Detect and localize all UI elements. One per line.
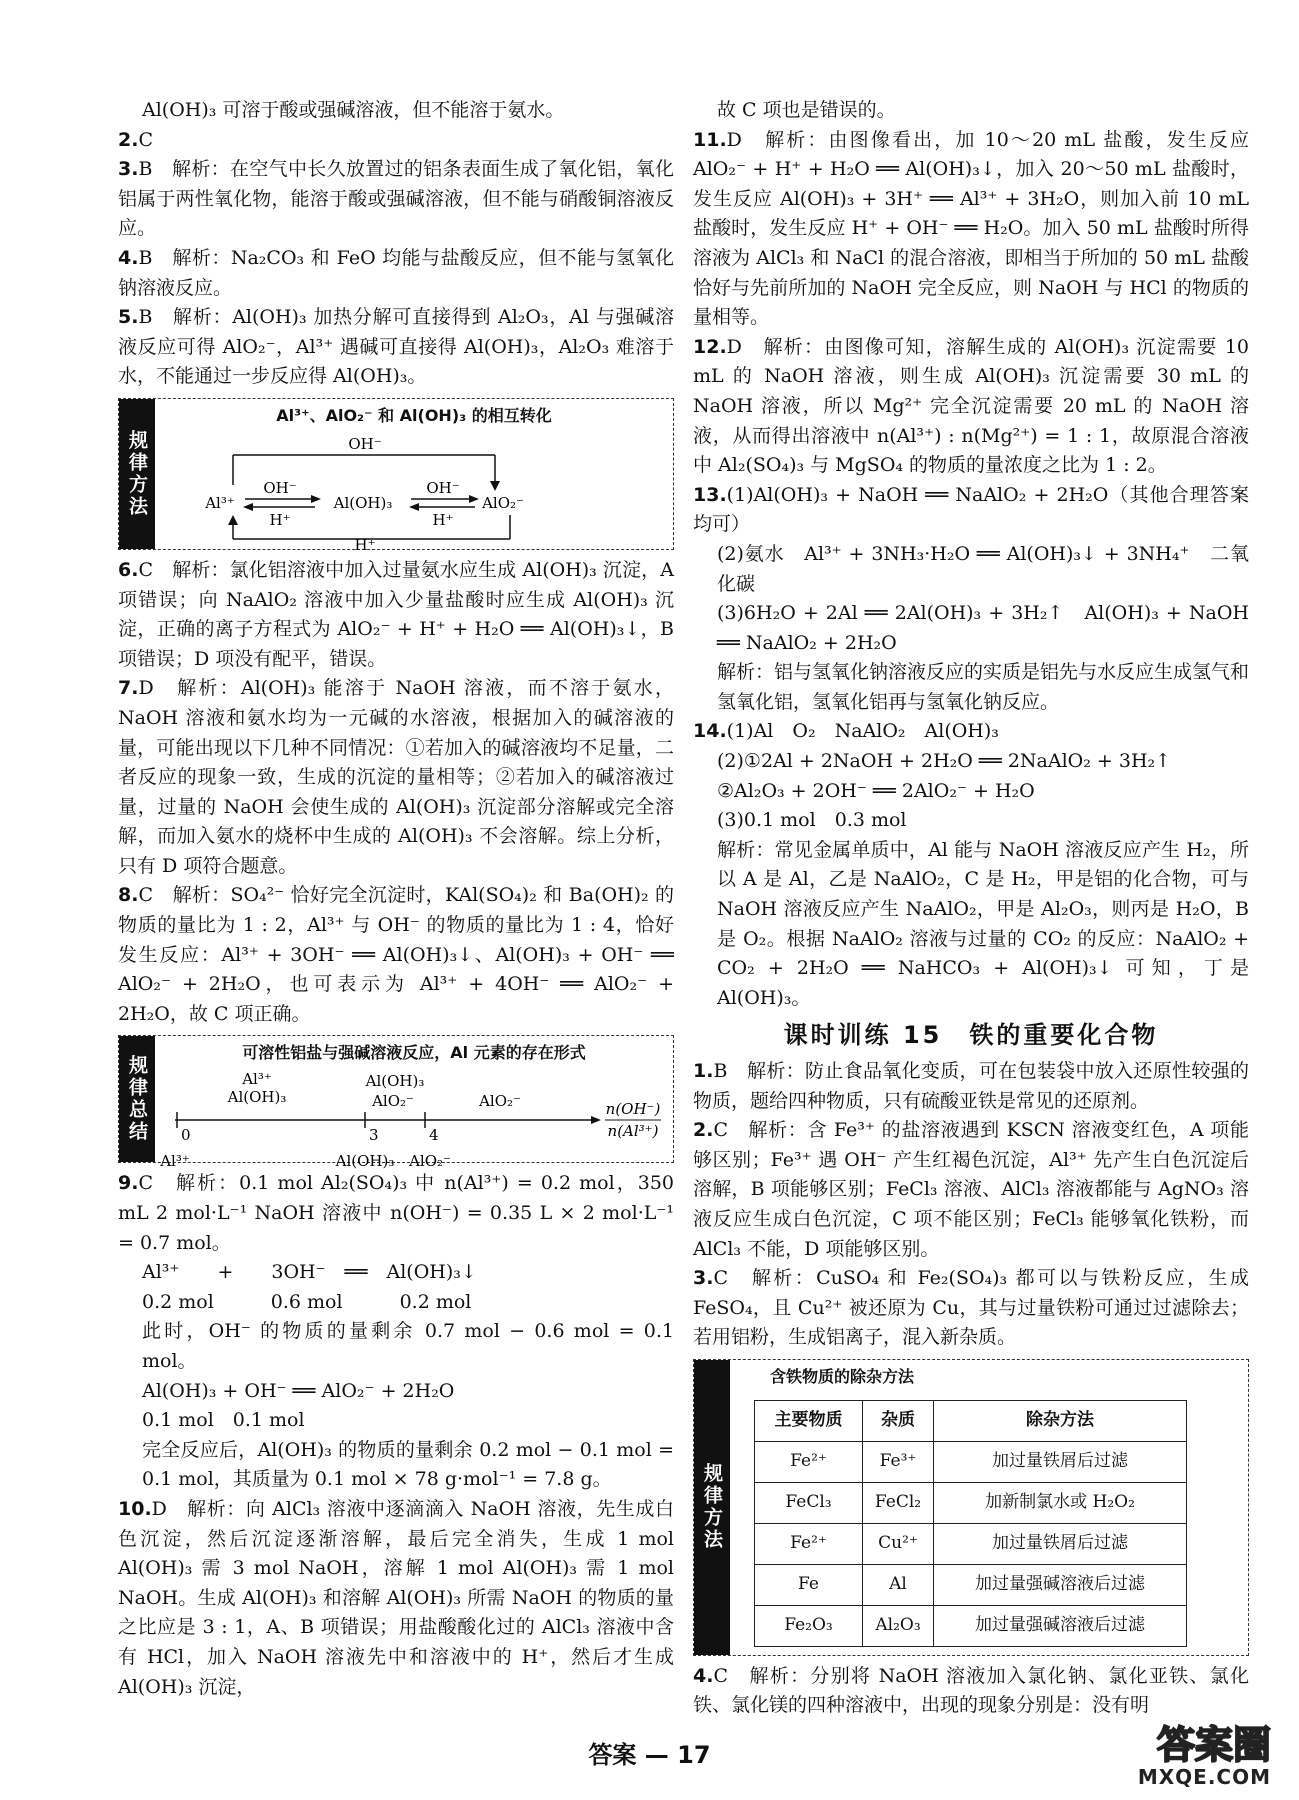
section-answer-1: 1.B 解析：防止食品氧化变质，可在包装袋中放入还原性较强的物质，题给四种物质，只有硫酸亚铁是常见的还原剂。 <box>693 1060 1249 1112</box>
answer-13-part2: (2)氨水 Al³⁺ + 3NH₃·H₂O ══ Al(OH)₃↓ + 3NH₄⁺ 二氧化碳 <box>717 542 1249 595</box>
answer-2: 2.C <box>118 128 153 151</box>
answer-14-part2: (2)①2Al + 2NaOH + 2H₂O ══ 2NaAlO₂ + 3H₂↑ <box>717 750 1172 773</box>
table-cell: FeCl₂ <box>863 1482 934 1523</box>
watermark-title: 答案圈 <box>1156 1723 1271 1767</box>
box-tag: 规律总结 <box>119 1036 155 1162</box>
table-cell: 加过量铁屑后过滤 <box>934 1523 1187 1564</box>
section-answer-4: 4.C 解析：分别将 NaOH 溶液加入氯化钠、氯化亚铁、氯化铁、氯化镁的四种溶液中，出现的现象分别是：没有明 <box>693 1664 1249 1717</box>
answer-continuation: Al(OH)₃ 可溶于酸或强碱溶液，但不能溶于氨水。 <box>142 99 565 121</box>
region1-top-b: Al(OH)₃ <box>227 1088 287 1107</box>
answer-10-continuation: 故 C 项也是错误的。 <box>717 99 896 121</box>
answer-9: 9.C 解析：0.1 mol Al₂(SO₄)₃ 中 n(Al³⁺) = 0.2 mol，350 mL 2 mol·L⁻¹ NaOH 溶液中 n(OH⁻) = 0.35 L × 2 mol·L⁻¹ = 0.7 mol。 <box>118 1172 674 1254</box>
answer-3: 3.B 解析：在空气中长久放置过的铝条表面生成了氧化铝，氧化铝属于两性氧化物，能溶于酸或强碱溶液，但不能与硝酸铜溶液反应。 <box>118 158 674 240</box>
table-cell: Fe³⁺ <box>863 1441 934 1482</box>
answer-6: 6.C 解析：氯化铝溶液中加入过量氨水应生成 Al(OH)₃ 沉淀，A 项错误；向 NaAlO₂ 溶液中加入少量盐酸时应生成 Al(OH)₃ 沉淀，正确的离子方程式为 AlO₂⁻ + H⁺ + H₂O ══ Al(OH)₃↓，B 项错误；D 项没有配平，错误。 <box>118 558 674 670</box>
table-cell: Fe₂O₃ <box>755 1605 863 1646</box>
table-cell: 加过量强碱溶液后过滤 <box>934 1605 1187 1646</box>
section-heading: 课时训练 15 铁的重要化合物 <box>783 1021 1159 1050</box>
header-cell: 主要物质 <box>755 1400 863 1441</box>
rule-box-iron-removal <box>693 1359 1249 1656</box>
label-h-bottom: H⁺ <box>354 535 376 551</box>
node-aloh3: Al(OH)₃ <box>333 493 393 512</box>
answer-10: 10.D 解析：向 AlCl₃ 溶液中逐滴滴入 NaOH 溶液，先生成白色沉淀，然后沉淀逐渐溶解，最后完全消失，生成 1 mol Al(OH)₃ 需 3 mol NaOH，溶解 1 mol Al(OH)₃ 需 1 mol NaOH。生成 Al(OH)₃ 和溶解 Al(OH)₃ 所需 NaOH 的物质的量之比应是 3 : 1，A、B 项错误；用盐酸酸化过的 AlCl₃ 溶液中含有 HCl，加入 NaOH 溶液先中和溶液中的 H⁺，然后才生成 Al(OH)₃ 沉淀， <box>118 1497 674 1698</box>
tick-4: 4 <box>429 1126 439 1145</box>
answer-11: 11.D 解析：由图像看出，加 10～20 mL 盐酸，发生反应 AlO₂⁻ + H⁺ + H₂O ══ Al(OH)₃↓，加入 20～50 mL 盐酸时，发生反应 Al(OH)₃ + 3H⁺ ══ Al³⁺ + 3H₂O，则加入前 10 mL 盐酸时，发生反应 H⁺ + OH⁻ ══ H₂O。加入 50 mL 盐酸时所得溶液为 AlCl₃ 和 NaCl 的混合溶液，即相当于所加的 50 mL 盐酸恰好与先前所加的 NaOH 完全反应，则 NaOH 与 HCl 的物质的量相等。 <box>693 128 1249 329</box>
answer-13: 13.(1)Al(OH)₃ + NaOH ══ NaAlO₂ + 2H₂O（其他合理答案均可） <box>693 483 1249 536</box>
table-header-row <box>755 1400 1187 1441</box>
region3-top: AlO₂⁻ <box>479 1092 521 1111</box>
table-row <box>755 1605 1187 1646</box>
answer-13-part3: (3)6H₂O + 2Al ══ 2Al(OH)₃ + 3H₂↑ Al(OH)₃ + NaOH ══ NaAlO₂ + 2H₂O <box>717 602 1249 654</box>
answer-9-result: 完全反应后，Al(OH)₃ 的物质的量剩余 0.2 mol − 0.1 mol = 0.1 mol，其质量为 0.1 mol × 78 g·mol⁻¹ = 7.8 g。 <box>142 1438 674 1491</box>
answer-14-part2b: ②Al₂O₃ + 2OH⁻ ══ 2AlO₂⁻ + H₂O <box>717 779 1035 802</box>
answer-9-step: 此时，OH⁻ 的物质的量剩余 0.7 mol − 0.6 mol = 0.1 mol。 <box>142 1320 674 1372</box>
region2-top: Al(OH)₃ <box>365 1072 425 1091</box>
label-h-left: H⁺ <box>269 510 291 529</box>
table-cell: Al <box>863 1564 934 1605</box>
box-tag: 规律方法 <box>119 399 155 549</box>
left-column <box>118 96 674 1702</box>
rule-box-summary <box>118 1035 674 1171</box>
region2-top-b: AlO₂⁻ <box>372 1092 414 1111</box>
table-cell: Cu²⁺ <box>863 1523 934 1564</box>
table-row <box>755 1564 1187 1605</box>
box-title: 含铁物质的除杂方法 <box>770 1366 915 1386</box>
answer-14: 14.(1)Al O₂ NaAlO₂ Al(OH)₃ <box>693 720 999 743</box>
equation-2: Al(OH)₃ + OH⁻ ══ AlO₂⁻ + 2H₂O <box>142 1379 455 1402</box>
table-cell: 加过量铁屑后过滤 <box>934 1441 1187 1482</box>
table-row <box>755 1441 1187 1482</box>
table-row <box>755 1482 1187 1523</box>
section-answer-3: 3.C 解析：CuSO₄ 和 Fe₂(SO₄)₃ 都可以与铁粉反应，生成 FeSO₄，且 Cu²⁺ 被还原为 Cu，其与过量铁粉可通过过滤除去；若用铝粉，生成铝离子，混入新杂质。 <box>693 1267 1249 1349</box>
tick-3: 3 <box>369 1126 379 1145</box>
ratio-numerator: n(OH⁻) <box>605 1100 661 1119</box>
answer-14-explanation: 解析：常见金属单质中，Al 能与 NaOH 溶液反应产生 H₂，所以 A 是 Al，乙是 NaAlO₂，C 是 H₂，甲是铝的化合物，可与 NaOH 溶液反应产生 NaAlO₂，甲是 Al₂O₃，则丙是 H₂O，B 是 O₂。根据 NaAlO₂ 溶液与过量的 CO₂ 的反应：NaAlO₂ + CO₂ + 2H₂O ══ NaHCO₃ + Al(OH)₃↓ 可知，丁是 Al(OH)₃。 <box>717 838 1249 1009</box>
table-cell: 加过量强碱溶液后过滤 <box>934 1564 1187 1605</box>
point4-label: AlO₂⁻ <box>409 1152 451 1171</box>
node-al3: Al³⁺ <box>205 493 235 512</box>
label-oh-top: OH⁻ <box>348 434 382 453</box>
answer-5: 5.B 解析：Al(OH)₃ 加热分解可直接得到 Al₂O₃，Al 与强碱溶液反应可得 AlO₂⁻，Al³⁺ 遇碱可直接得 Al(OH)₃，Al₂O₃ 难溶于水，不能通过一步反应得 Al(OH)₃。 <box>118 306 674 388</box>
table-row <box>755 1523 1187 1564</box>
tick-0: 0 <box>181 1126 191 1145</box>
region1-top-a: Al³⁺ <box>242 1070 272 1089</box>
answer-12: 12.D 解析：由图像可知，溶解生成的 Al(OH)₃ 沉淀需要 10 mL 的 NaOH 溶液，则生成 Al(OH)₃ 沉淀需要 30 mL 的 NaOH 溶液，所以 Mg²⁺ 完全沉淀需要 20 mL 的 NaOH 溶液，从而得出溶液中 n(Al³⁺) : n(Mg²⁺) = 1 : 1，故原混合溶液中 Al₂(SO₄)₃ 与 MgSO₄ 的物质的量浓度之比为 1 : 2。 <box>693 335 1249 477</box>
answer-14-part3: (3)0.1 mol 0.3 mol <box>717 809 907 832</box>
box-tag: 规律方法 <box>694 1360 730 1655</box>
ratio-denominator: n(Al³⁺) <box>607 1122 659 1141</box>
watermark-url: MXQE.COM <box>1137 1765 1271 1789</box>
answer-8: 8.C 解析：SO₄²⁻ 恰好完全沉淀时，KAl(SO₄)₂ 和 Ba(OH)₂ 的物质的量比为 1 : 2，Al³⁺ 与 OH⁻ 的物质的量比为 1 : 4，恰好发生反应：Al³⁺ + 3OH⁻ ══ Al(OH)₃↓、Al(OH)₃ + OH⁻ ══ AlO₂⁻ + 2H₂O，也可表示为 Al³⁺ + 4OH⁻ ══ AlO₂⁻ + 2H₂O，故 C 项正确。 <box>118 884 674 1025</box>
box-title: Al³⁺、AlO₂⁻ 和 Al(OH)₃ 的相互转化 <box>276 405 552 425</box>
watermark-logo <box>1041 1723 1271 1789</box>
node-alo2: AlO₂⁻ <box>482 493 524 512</box>
label-h-right: H⁺ <box>432 510 454 529</box>
table-cell: 加新制氯水或 H₂O₂ <box>934 1482 1187 1523</box>
conversion-diagram <box>155 433 665 551</box>
header-cell: 杂质 <box>863 1400 934 1441</box>
point0-label: Al³⁺ <box>160 1152 190 1171</box>
label-oh-left: OH⁻ <box>263 478 297 497</box>
label-oh-right: OH⁻ <box>426 478 460 497</box>
table-cell: FeCl₃ <box>755 1482 863 1523</box>
equation-1: Al³⁺ + 3OH⁻ ══ Al(OH)₃↓ <box>142 1261 477 1284</box>
box-title: 可溶性铝盐与强碱溶液反应，Al 元素的存在形式 <box>242 1043 586 1063</box>
page-footer: 答案 — 17 <box>588 1741 711 1769</box>
table-cell: Fe²⁺ <box>755 1441 863 1482</box>
table-cell: Al₂O₃ <box>863 1605 934 1646</box>
removal-table <box>754 1400 1187 1647</box>
answer-4: 4.B 解析：Na₂CO₃ 和 FeO 均能与盐酸反应，但不能与氢氧化钠溶液反应。 <box>118 246 674 299</box>
table-cell: Fe²⁺ <box>755 1523 863 1564</box>
number-line-diagram <box>155 1070 665 1170</box>
equation-1-amounts: 0.2 mol 0.6 mol 0.2 mol <box>142 1290 472 1313</box>
equation-2-amounts: 0.1 mol 0.1 mol <box>142 1409 305 1432</box>
rule-box-conversion <box>118 398 674 550</box>
header-cell: 除杂方法 <box>934 1400 1187 1441</box>
section-answer-2: 2.C 解析：含 Fe³⁺ 的盐溶液遇到 KSCN 溶液变红色，A 项能够区别；Fe³⁺ 遇 OH⁻ 产生红褐色沉淀，Al³⁺ 先产生白色沉淀后溶解，B 项能够区别；FeCl₃ 溶液、AlCl₃ 溶液都能与 AgNO₃ 溶液反应生成白色沉淀，C 项不能区别；FeCl₃ 能够氧化铁粉，而 AlCl₃ 不能，D 项能够区别。 <box>693 1119 1249 1260</box>
table-cell: Fe <box>755 1564 863 1605</box>
answer-13-explanation: 解析：铝与氢氧化钠溶液反应的实质是铝先与水反应生成氢气和氢氧化铝，氢氧化铝再与氢氧化钠反应。 <box>717 661 1250 713</box>
point3-label: Al(OH)₃ <box>335 1152 395 1171</box>
right-column <box>693 96 1249 1721</box>
answer-7: 7.D 解析：Al(OH)₃ 能溶于 NaOH 溶液，而不溶于氨水，NaOH 溶液和氨水均为一元碱的水溶液，根据加入的碱溶液的量，可能出现以下几种不同情况：①若加入的碱溶液均不足量，二者反应的现象一致，生成的沉淀的量相等；②若加入的碱溶液过量，过量的 NaOH 会使生成的 Al(OH)₃ 沉淀部分溶解或完全溶解，而加入氨水的烧杯中生成的 Al(OH)₃ 不会溶解。综上分析，只有 D 项符合题意。 <box>118 677 674 877</box>
